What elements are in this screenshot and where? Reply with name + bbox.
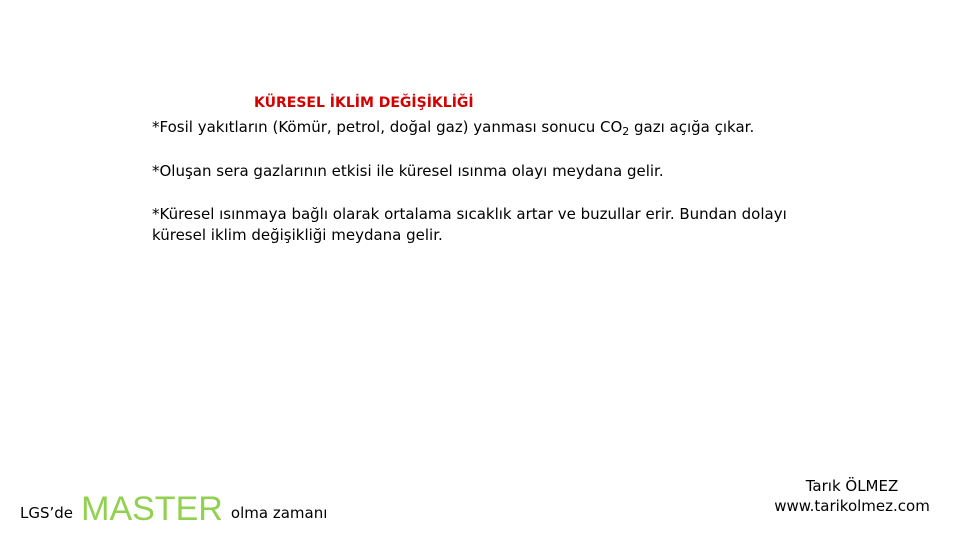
footer-prefix: LGS’de bbox=[20, 504, 74, 522]
paragraph-fossil-fuels bbox=[152, 117, 754, 142]
footer-author-block bbox=[762, 476, 942, 516]
paragraph-greenhouse: *Oluşan sera gazlarının etkisi ile küresel ısınma olayı meydana gelir. bbox=[152, 162, 664, 180]
author-name: Tarık ÖLMEZ bbox=[805, 477, 899, 495]
co2-subscript: 2 bbox=[622, 125, 630, 138]
author-website[interactable]: www.tarikolmez.com bbox=[774, 497, 930, 515]
footer-brand: MASTER bbox=[81, 490, 223, 528]
paragraph-global-warming: *Küresel ısınmaya bağlı olarak ortalama sıcaklık artar ve buzullar erir. Bundan dolayı küresel iklim değişikliği meydana gelir. bbox=[152, 205, 787, 244]
paragraph-fossil-fuels-end: gazı açığa çıkar. bbox=[629, 118, 755, 136]
paragraph-fossil-fuels-text: *Fosil yakıtların (Kömür, petrol, doğal gaz) yanması sonucu CO bbox=[152, 118, 623, 136]
footer-slogan bbox=[20, 488, 327, 527]
slide-title: KÜRESEL İKLİM DEĞİŞİKLİĞİ bbox=[254, 95, 474, 111]
footer-suffix: olma zamanı bbox=[230, 504, 328, 522]
